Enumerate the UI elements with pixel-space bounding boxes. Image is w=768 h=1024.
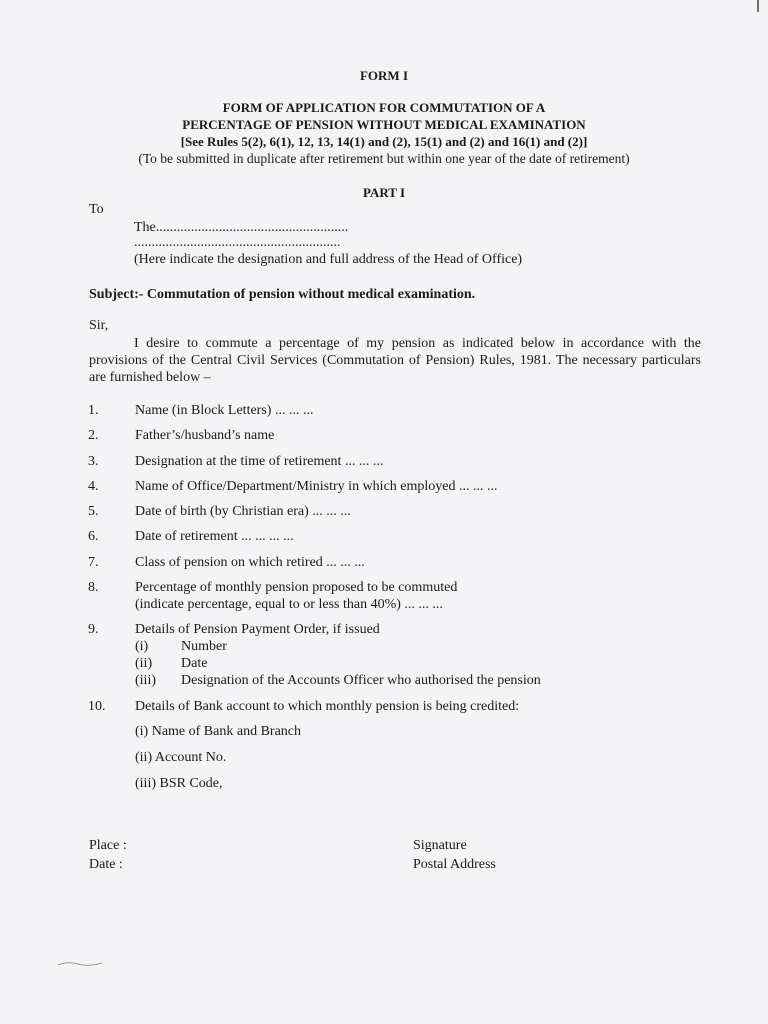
subject-line: Subject:- Commutation of pension without medical examination. (89, 287, 476, 302)
address-note: (Here indicate the designation and full address of the Head of Office) (134, 252, 523, 267)
item-number: 8. (88, 580, 99, 595)
item-office: Name of Office/Department/Ministry in which employed ... ... ... (135, 479, 498, 494)
item-bank-account: Details of Bank account to which monthly pension is being credited: (135, 699, 520, 714)
date-label: Date : (89, 857, 123, 872)
item-percentage-note: (indicate percentage, equal to or less than 40%) ... ... ... (135, 597, 443, 612)
item-father-husband-name: Father’s/husband’s name (135, 428, 275, 443)
bank-sub-bsr-code: (iii) BSR Code, (135, 776, 223, 791)
item-date-of-birth: Date of birth (by Christian era) ... ... ... (135, 504, 351, 519)
item-number: 5. (88, 504, 99, 519)
ppo-sub-roman: (i) (135, 639, 149, 654)
item-number: 10. (88, 699, 106, 714)
ppo-sub-number: Number (181, 639, 227, 654)
item-class-of-pension: Class of pension on which retired ... ... ... (135, 555, 365, 570)
form-instruction: (To be submitted in duplicate after retirement but within one year of the date of retirement) (138, 151, 630, 166)
address-dots-line: ........................................................... (134, 235, 341, 250)
addressee-line: The....................................................... (134, 220, 349, 235)
form-title-line1: FORM OF APPLICATION FOR COMMUTATION OF A (222, 100, 546, 115)
ppo-sub-accounts-officer: Designation of the Accounts Officer who authorised the pension (181, 673, 541, 688)
signature-label: Signature (413, 838, 467, 853)
form-title-line2: PERCENTAGE OF PENSION WITHOUT MEDICAL EXAMINATION (182, 117, 586, 132)
part-heading: PART I (362, 185, 406, 200)
ppo-sub-roman: (iii) (135, 673, 156, 688)
bank-sub-name-branch: (i) Name of Bank and Branch (135, 724, 301, 739)
ppo-sub-roman: (ii) (135, 656, 153, 671)
bank-sub-account-no: (ii) Account No. (135, 750, 227, 765)
item-percentage: Percentage of monthly pension proposed to be commuted (135, 580, 458, 595)
item-number: 1. (88, 403, 99, 418)
item-designation: Designation at the time of retirement ... ... ... (135, 454, 384, 469)
item-name: Name (in Block Letters) ... ... ... (135, 403, 314, 418)
to-label: To (89, 202, 104, 217)
salutation: Sir, (89, 318, 109, 333)
item-number: 4. (88, 479, 99, 494)
form-number: FORM I (359, 68, 409, 83)
item-number: 7. (88, 555, 99, 570)
item-date-of-retirement: Date of retirement ... ... ... ... (135, 529, 294, 544)
item-number: 9. (88, 622, 99, 637)
form-rules: [See Rules 5(2), 6(1), 12, 13, 14(1) and (2), 15(1) and (2) and 16(1) and (2)] (180, 134, 588, 149)
pencil-mark-decoration (56, 955, 106, 971)
item-number: 6. (88, 529, 99, 544)
postal-address-label: Postal Address (413, 857, 496, 872)
edge-mark-decoration (755, 0, 761, 14)
body-paragraph: I desire to commute a percentage of my pension as indicated below in accordance with the provisions of the Central Civil Services (Commutation of Pension) Rules, 1981. The necessary particulars are furnished below – (89, 336, 701, 385)
item-number: 2. (88, 428, 99, 443)
place-label: Place : (89, 838, 127, 853)
item-number: 3. (88, 454, 99, 469)
ppo-sub-date: Date (181, 656, 208, 671)
item-ppo-details: Details of Pension Payment Order, if issued (135, 622, 380, 637)
